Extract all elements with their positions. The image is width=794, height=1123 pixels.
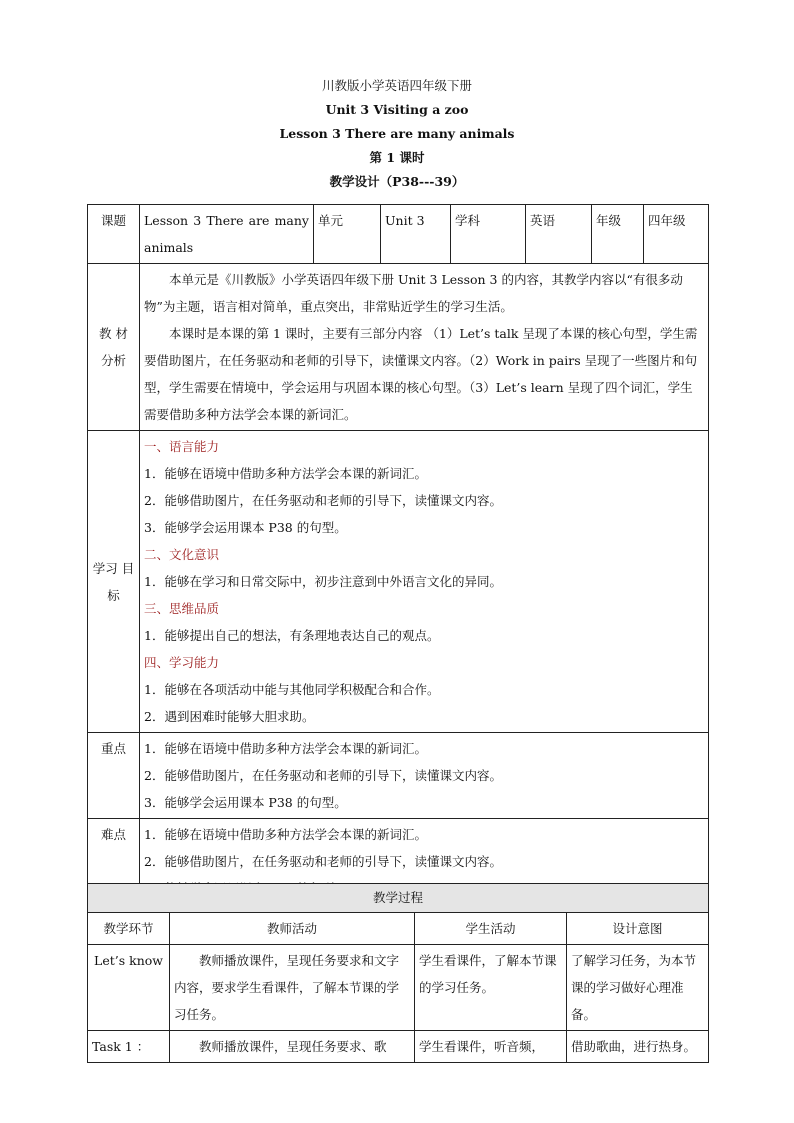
teacher-cell	[170, 1031, 415, 1063]
goals-heading-thinking: 三、思维品质	[144, 601, 220, 616]
subject-value: 英语	[526, 205, 592, 264]
grade-label: 年级	[592, 205, 644, 264]
goal-item: 2．遇到困难时能够大胆求助。	[144, 709, 315, 724]
process-title-row	[88, 884, 709, 913]
teacher-cell	[170, 945, 415, 1031]
difficult-point-item: 2．能够借助图片，在任务驱动和老师的引导下，读懂课文内容。	[144, 854, 502, 869]
analysis-row	[88, 264, 709, 431]
key-point-item: 2．能够借助图片，在任务驱动和老师的引导下，读懂课文内容。	[144, 768, 502, 783]
design-title: 教学设计（P38---39）	[329, 174, 465, 189]
student-cell: 学生看课件，听音频，	[415, 1031, 567, 1063]
header-stage: 教学环节	[88, 913, 170, 945]
grade-value: 四年级	[644, 205, 709, 264]
goal-item: 1．能够在学习和日常交际中，初步注意到中外语言文化的异同。	[144, 574, 502, 589]
goals-heading-culture: 二、文化意识	[144, 547, 220, 562]
unit-label: 单元	[314, 205, 381, 264]
key-points-label: 重点	[88, 733, 140, 819]
goal-item: 1．能够在语境中借助多种方法学会本课的新词汇。	[144, 466, 427, 481]
unit-title: Unit 3 Visiting a zoo	[325, 102, 469, 117]
key-point-item: 1．能够在语境中借助多种方法学会本课的新词汇。	[144, 741, 427, 756]
process-title: 教学过程	[88, 884, 709, 913]
topic-value: Lesson 3 There are many animals	[140, 205, 314, 264]
teacher-text: 教师播放课件，呈现任务要求和文字内容，要求学生看课件，了解本节课的学习任务。	[174, 953, 400, 1022]
teaching-process-table	[87, 883, 709, 1063]
analysis-paragraph-2: 本课时是本课的第 1 课时，主要有三部分内容 （1）Let’s talk 呈现了本课的核心句型，学生需要借助图片，在任务驱动和老师的引导下，读懂课文内容。（2）Work in pairs 呈现了一些图片和句型，学生需要在情境中，学会运用与巩固本课的核心句型。（3）Let’s learn 呈现了四个词汇，学生需要借助多种方法学会本课的新词汇。	[144, 326, 698, 422]
header-teacher: 教师活动	[170, 913, 415, 945]
analysis-content	[140, 264, 709, 431]
goal-item: 1．能够提出自己的想法，有条理地表达自己的观点。	[144, 628, 440, 643]
book-title: 川教版小学英语四年级下册	[321, 78, 472, 93]
subject-label: 学科	[451, 205, 526, 264]
difficult-points-label: 难点	[88, 819, 140, 905]
intent-cell: 借助歌曲，进行热身。	[567, 1031, 709, 1063]
goals-label: 学习 目标	[88, 431, 140, 733]
info-row	[88, 205, 709, 264]
analysis-label: 教 材 分析	[88, 264, 140, 431]
period-title: 第 1 课时	[369, 150, 425, 165]
process-header-row	[88, 913, 709, 945]
goal-item: 2．能够借助图片，在任务驱动和老师的引导下，读懂课文内容。	[144, 493, 502, 508]
difficult-point-item: 1．能够在语境中借助多种方法学会本课的新词汇。	[144, 827, 427, 842]
header-intent: 设计意图	[567, 913, 709, 945]
topic-label: 课题	[88, 205, 140, 264]
unit-value: Unit 3	[381, 205, 451, 264]
key-points-row	[88, 733, 709, 819]
goals-heading-language: 一、语言能力	[144, 439, 220, 454]
goal-item: 3．能够学会运用课本 P38 的句型。	[144, 520, 347, 535]
process-row	[88, 1031, 709, 1063]
key-point-item: 3．能够学会运用课本 P38 的句型。	[144, 795, 347, 810]
student-cell: 学生看课件，了解本节课的学习任务。	[415, 945, 567, 1031]
header-student: 学生活动	[415, 913, 567, 945]
teacher-text: 教师播放课件，呈现任务要求、歌	[199, 1039, 387, 1054]
intent-cell: 了解学习任务，为本节课的学习做好心理准备。	[567, 945, 709, 1031]
lesson-title: Lesson 3 There are many animals	[279, 126, 515, 141]
lesson-info-table	[87, 204, 709, 905]
stage-cell: Let’s know	[88, 945, 170, 1031]
goals-row	[88, 431, 709, 733]
process-row	[88, 945, 709, 1031]
goals-heading-learning: 四、学习能力	[144, 655, 220, 670]
analysis-paragraph-1: 本单元是《川教版》小学英语四年级下册 Unit 3 Lesson 3 的内容，其教学内容以“有很多动物”为主题，语言相对简单，重点突出，非常贴近学生的学习生活。	[144, 272, 683, 314]
stage-cell: Task 1 ：	[88, 1031, 170, 1063]
goals-content	[140, 431, 709, 733]
goal-item: 1．能够在各项活动中能与其他同学积极配合和合作。	[144, 682, 440, 697]
document-header	[0, 74, 794, 194]
key-points-content	[140, 733, 709, 819]
